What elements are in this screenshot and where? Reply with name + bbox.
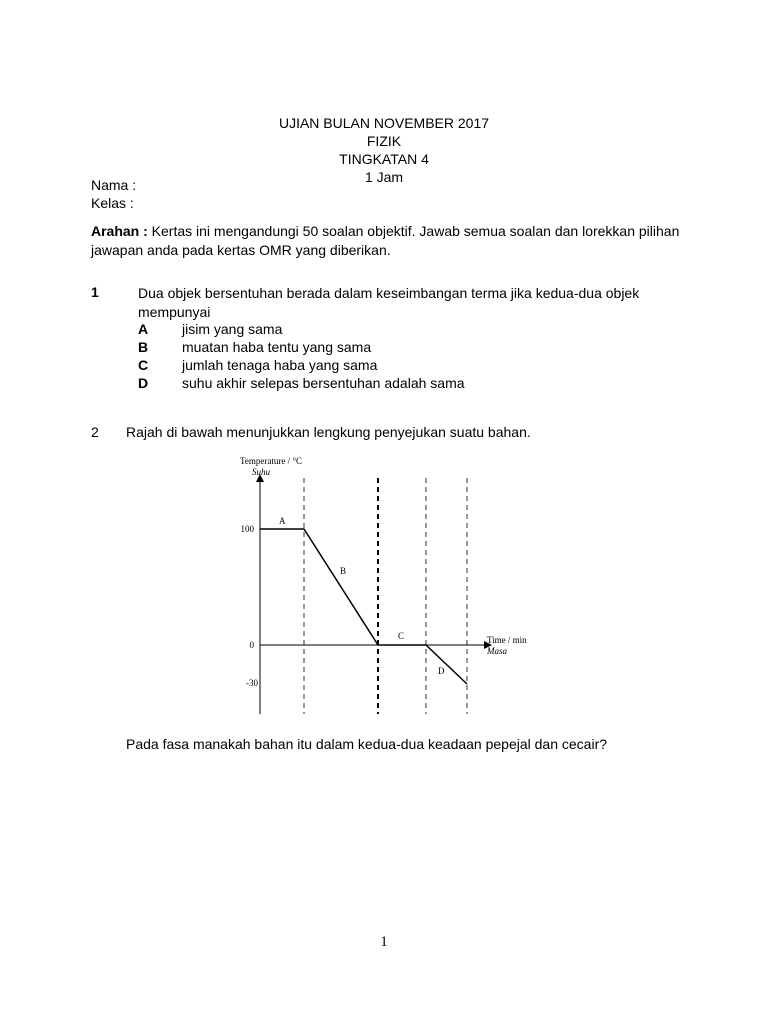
instructions	[91, 222, 681, 260]
option-text: muatan haba tentu yang sama	[182, 339, 372, 355]
option-letter: C	[138, 357, 149, 373]
cooling-curve-graph	[230, 450, 540, 720]
question-2-stem: Rajah di bawah menunjukkan lengkung penyejukan suatu bahan.	[126, 424, 531, 440]
exam-title: UJIAN BULAN NOVEMBER 2017	[278, 115, 490, 131]
option-text: suhu akhir selepas bersentuhan adalah sama	[182, 375, 465, 391]
y-axis-label-ms: Suhu	[252, 467, 270, 477]
x-axis-label: Time / min	[487, 635, 527, 645]
exam-duration: 1 Jam	[364, 169, 404, 185]
y-tick-label: 100	[240, 524, 254, 534]
option-text: jumlah tenaga haba yang sama	[182, 357, 378, 373]
cooling-curve-line	[260, 529, 467, 684]
student-fields	[91, 176, 136, 212]
exam-form: TINGKATAN 4	[339, 151, 429, 167]
segment-label-c: C	[398, 631, 405, 641]
option-text: jisim yang sama	[182, 321, 283, 337]
instructions-text: Kertas ini mengandungi 50 soalan objektif. Jawab semua soalan dan lorekkan pilihan jawapan anda pada kertas OMR yang diberikan.	[91, 223, 680, 258]
y-tick-label: -30	[246, 678, 258, 688]
segment-label-d: D	[438, 666, 445, 676]
option-letter: B	[138, 339, 149, 355]
x-axis-label-ms: Masa	[487, 646, 507, 656]
option-letter: A	[138, 321, 149, 337]
y-axis-label: Temperature / °C	[240, 456, 302, 466]
y-tick-label: 0	[249, 640, 254, 650]
name-field-label: Nama :	[91, 177, 137, 193]
question-1-number: 1	[91, 284, 99, 300]
question-1-option-a	[138, 320, 282, 338]
question-2-ask: Pada fasa manakah bahan itu dalam kedua-dua keadaan pepejal dan cecair?	[126, 736, 608, 752]
page-number: 1	[380, 934, 388, 950]
instructions-label: Arahan :	[91, 223, 148, 239]
question-1-option-d	[138, 374, 465, 392]
question-1-option-b	[138, 338, 371, 356]
question-2-number: 2	[91, 424, 99, 440]
exam-subject: FIZIK	[366, 133, 402, 149]
segment-label-b: B	[340, 566, 347, 576]
question-1-stem: Dua objek bersentuhan berada dalam keseimbangan terma jika kedua-dua objek mempunyai	[138, 285, 640, 320]
segment-label-a: A	[279, 516, 286, 526]
class-field-label: Kelas :	[91, 195, 134, 211]
option-letter: D	[138, 375, 149, 391]
question-1-option-c	[138, 356, 377, 374]
